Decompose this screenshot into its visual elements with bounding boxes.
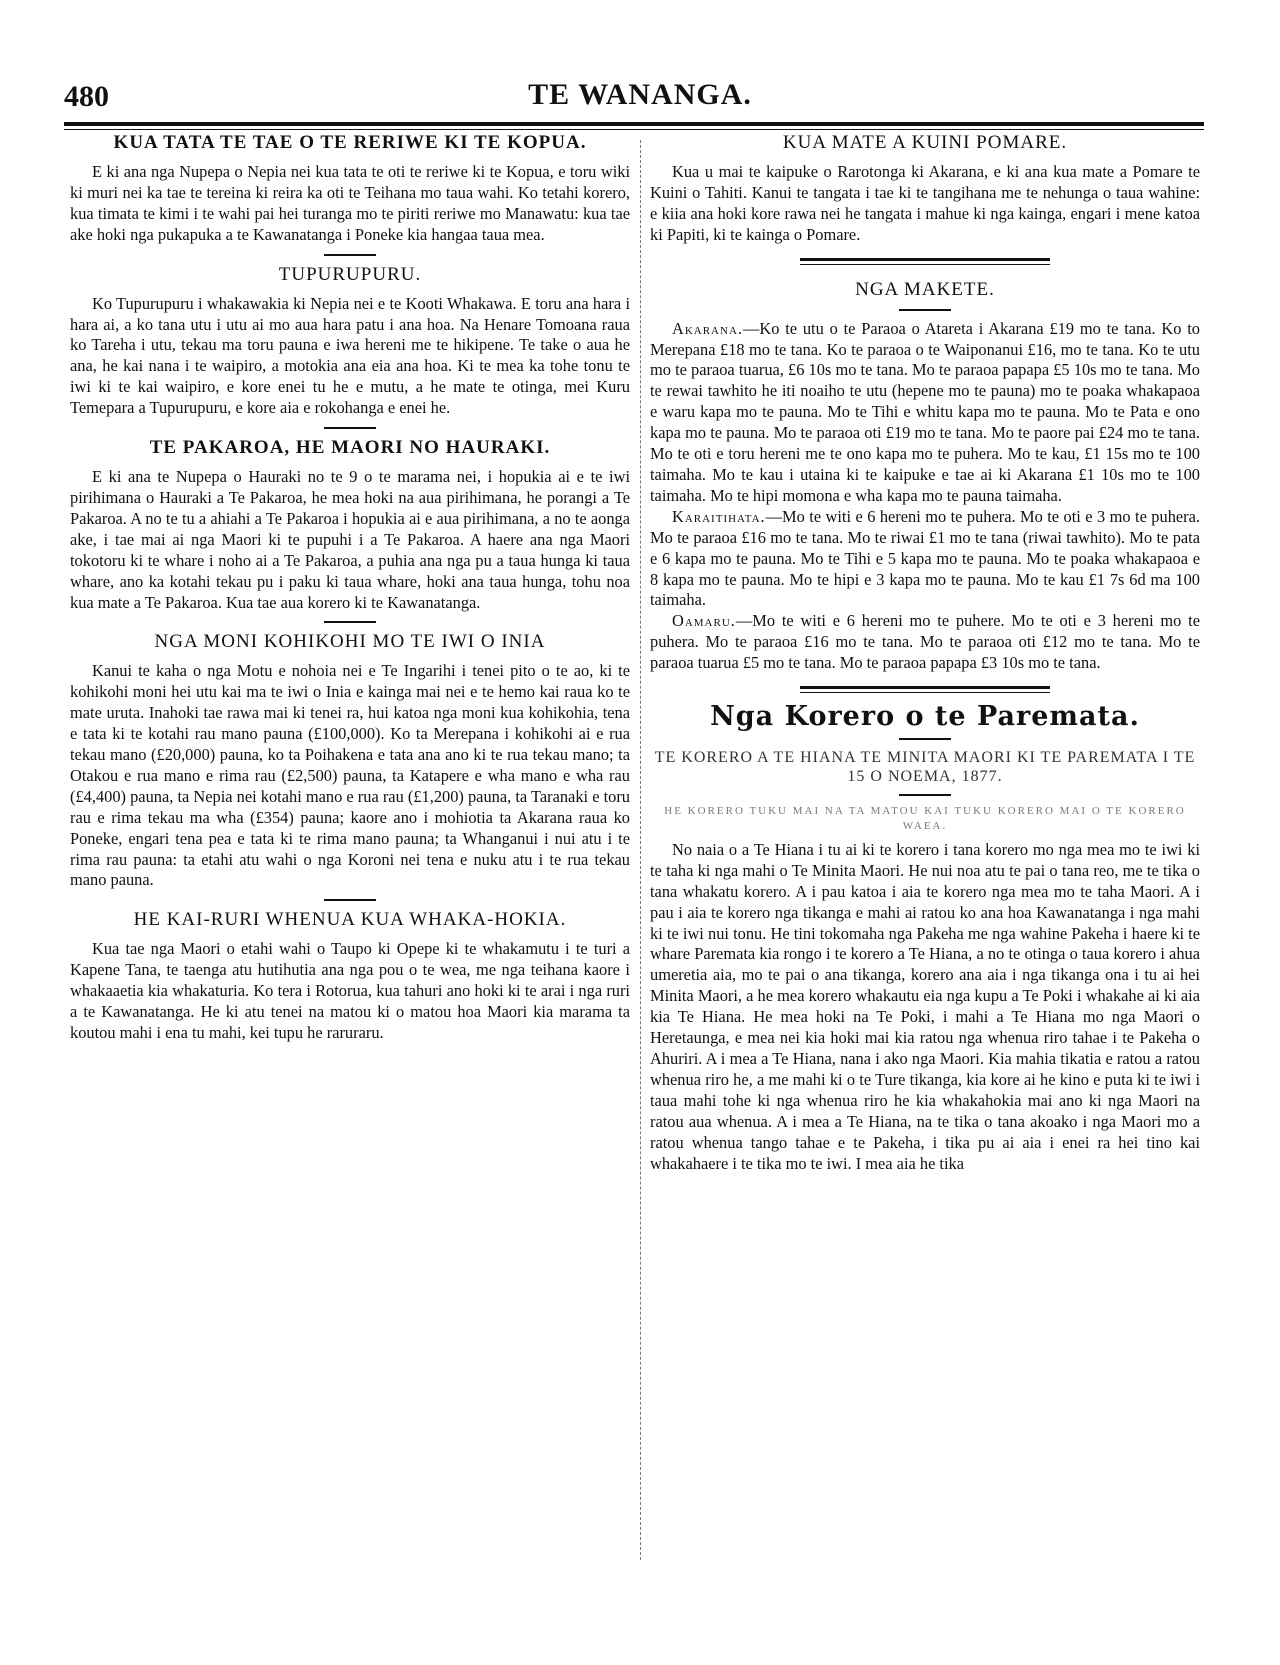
article-body: No naia o a Te Hiana i tu ai ki te korero i tana korero mo nga mea mo te iwi ki te taha ki nga mahi o Te Minita Maori. He nui noa atu te pai o tana reo, me te tika o tana whakatu korero. A i pau katoa i aia te korero nga mea mo te taha Maori. A i pau i aia te korero nga tikanga e mahi ai ratou ko ana hoa Kawanatanga i nga mahi ki te iwi nui tonu. He tini tokomaha nga Pakeha me nga wahine Pakeha i haere ki te whare Paremata kia rongo i te korero a Te Hiana, a no te otinga o taua korero i ahua umeretia aia, mo te pai o ana tikanga, korero ana aia i nga tikanga ona i tu ai hei Minita Maori, a he mea korero whakautu eia nga kupu a Te Poki i whakahe ai ki aia kia Te Hiana. He mea hoki na Te Poki, i mahi a Te Hiana mo nga Maori o Heretaunga, e mea nei kia hoki mai kia ratou nga whenua riro tahae i te Pakeha o Ahuriri. A i mea a Te Hiana, nana i ako nga Maori. Kia mahia tikatia e ratou a ratou whenua riro he, a me mahi ki o te Ture tikanga, kia kore ai he kino e puta ki te iwi i taua mahi tohe ki nga whenua riro he kia whakahokia mai ano ki nga Maori na ratou aua whenua. A i mea a Te Hiana, na te tika o tana akoako i nga Maori mo a ratou whenua tango tahae e te Pakeha, i tika pu ai aia i enei ra hei tino kai whakahaere i te tika mo te iwi. I mea aia he tika [650, 839, 1200, 1173]
market-place: Karaitihata. [672, 506, 766, 526]
article-body: E ki ana te Nupepa o Hauraki no te 9 o te marama nei, i hopukia ai e te iwi pirihimana o Hauraki a Te Pakaroa, he mea hoki na aua pirihimana, he porangi a Te Pakaroa. A no te tu a ahiahi a Te Pakaroa i hopukia ai e aua pirihimana, a no te aonga ake, i tae mai ai nga Maori ki te pupuhi i a Te Pakaroa. A haere ana nga Maori tokotoru ki te whare i noho ai a Te Pakaroa, a puhia ana nga pu a taua hunga ki taua whare, ano ka kotahi tekau pu i paku ki taua whare, hoki ana taua hunga, tohu noa kua mate a Te Pakaroa. Kua tae aua korero ki te Kawanatanga. [70, 467, 630, 612]
header-rule-thin [64, 129, 1204, 130]
article-paremata [650, 701, 1200, 1174]
market-entry-akarana [650, 319, 1200, 507]
market-text: —Ko te utu o te Paraoa o Atareta i Akarana £19 mo te tana. Ko to Merepana £18 mo te tana. Ko te paraoa o te Waiponanui £16, mo te tana. Ko te utu mo te paraoa tuarua, £6 10s mo te tana. Mo te paraoa papapa £5 10s mo te tana. Mo te rewai tawhito he iti noaiho te utu (hepene mo te pauna) mo te poaka whakapaoa e waru kapa mo te pauna. Mo te Tihi e whitu kapa mo te pauna. Mo te Pata e ono kapa mo te pauna. Mo te paraoa oti £19 mo te tana. Mo te paore pai £24 mo te tana. Mo te oti e toru hereni me te ono kapa mo te puhera. Mo te kau, £1 15s mo te 100 taimaha. Mo te kau i utaina ki te kaipuke e tae ai ki Akarana £1 10s mo te 100 taimaha. Mo te hipi momona e wha kapa mo te pauna taimaha. [650, 318, 1200, 505]
article-separator [324, 254, 376, 256]
article-subheading: TE KORERO A TE HIANA TE MINITA MAORI KI TE PAREMATA I TE 15 O NOEMA, 1877. [654, 748, 1196, 785]
market-entry-karaitihata [650, 507, 1200, 612]
newspaper-masthead: TE WANANGA. [528, 78, 752, 111]
telegraph-note: HE KORERO TUKU MAI NA TA MATOU KAI TUKU KORERO MAI O TE KORERO WAEA. [664, 804, 1186, 832]
article-heading: NGA MONI KOHIKOHI MO TE IWI O INIA [154, 631, 546, 653]
double-rule [800, 686, 1050, 693]
article-tupurupuru [70, 264, 630, 419]
market-text: —Mo te witi e 6 hereni mo te puhere. Mo te oti e 3 hereni mo te puhera. Mo te paraoa £16 mo te tana. Mo te paraoa oti £12 mo te tana. Mo te paraoa tuarua £5 mo te tana. Mo te paraoa papapa £3 10s mo te tana. [650, 611, 1200, 673]
article-body: Kua tae nga Maori o etahi wahi o Taupo ki Opepe ki te whakamutu i te turi a Kapene Tana, te taenga atu hutihutia ana nga pou o te wea, me nga teihana kaore i whakaaetia kia whakaturia. Ko tera i Rotorua, kua tahuri ano hoki ki te arai i nga ruri a te Kawanatanga. He ki atu tenei na matou ki o matou hoa Maori kia marama ta koutou mahi i ena tu mahi, kei tupu he raruraru. [70, 939, 630, 1042]
article-body: E ki ana nga Nupepa o Nepia nei kua tata te oti te reriwe ki te Kopua, e toru wiki ki muri nei ka tae te tereina ki reira ka oti te Teihana mo taua wahi. Ko tetahi korero, kua timata te kimi i te wahi pai hei turanga mo te piriti reriwe mo Manawatu: kua tae ake hoki nga pukapuka a te Kawanatanga i Poneke kia hangaa taua mea. [70, 162, 630, 244]
article-kai-ruri [70, 909, 630, 1044]
market-entry-oamaru [650, 611, 1200, 674]
article-heading: TUPURUPURU. [278, 263, 422, 285]
article-pomare [650, 132, 1200, 246]
article-reriwe [70, 132, 630, 246]
article-pakaroa [70, 437, 630, 613]
article-heading: TE PAKAROA, HE MAORI NO HAURAKI. [149, 437, 551, 459]
article-heading: KUA MATE A KUINI POMARE. [782, 132, 1068, 153]
article-body: Kua u mai te kaipuke o Rarotonga ki Akarana, e ki ana kua mate a Pomare te Kuini o Tahiti. Kanui te tangata i tae ki te tangihana me te nehunga o taua wahine: e kiia ana hoki kore rawa nei he tangata i mahue ki nga kainga, engari i mene katoa ki Papiti, ki te kainga o Pomare. [650, 162, 1200, 244]
page-number: 480 [64, 80, 109, 113]
market-place: Oamaru. [672, 611, 736, 631]
column-divider [640, 140, 641, 1560]
article-separator [899, 794, 951, 796]
article-body: Ko Tupurupuru i whakawakia ki Nepia nei e te Kooti Whakawa. E toru ana hara i hara ai, a ko tana utu i utu ai mo aua hara patu i ana hoa. Na Henare Tomoana raua ko Tareha i utu, tekau ma toru pauna e iwa hereni me te hikipene. Te take o aua he ana, he kai nana i te waipiro, a motokia ana eia ana hoa. Ki te mea ka tohe tonu te iwi ki te kai waipiro, e kore enei tu he e mutu, a he mate te otinga, mei Kuru Temepara a Tupurupuru, e kore aia e rokohanga e enei he. [70, 293, 630, 418]
article-body: Kanui te kaha o nga Motu e nohoia nei e Te Ingarihi i tenei pito o te ao, ki te kohikohi moni hei utu kai ma te iwi o Inia e kainga mai nei e te hemo kai raua ko te mate uruta. Inahoki tae rawa mai ki tenei ra, hui katoa nga moni kua kohikohia, tena e tata ki te kotahi rau mano pauna (£100,000). Ko ta Merepana i kohikohi ai e rua tekau mano (£20,000) pauna, ko ta Poihakena e tata ana ano ki te rua tekau mano; ta Otakou e rua mano e rima rau (£2,500) pauna, ta Katapere e wha mano e wha rau (£4,400) pauna, ta Nepia nei kotahi mano e rua rau (£1,200) pauna, ta Taranaki e toru rau e rima tekau ma wha (£354) pauna; kaore ano i mohiotia ta Akarana raua ko Poneke, engari tena pea e tata ki te rima mano pauna; ta Whanganui i nui atu i te rima rau pauna: ta etahi atu wahi o nga Koroni nei tena e nuku atu i te rua tekau mano pauna. [70, 661, 630, 890]
article-separator [899, 309, 951, 311]
article-separator [324, 621, 376, 623]
article-makete [650, 279, 1200, 674]
double-rule [800, 258, 1050, 265]
section-title: Nga Korero o te Paremata. [710, 701, 1140, 733]
left-column [70, 132, 630, 1044]
article-separator [899, 738, 951, 740]
article-separator [324, 427, 376, 429]
article-heading: HE KAI-RURI WHENUA KUA WHAKA-HOKIA. [133, 909, 567, 931]
right-column [650, 132, 1200, 1174]
article-separator [324, 899, 376, 901]
article-heading: KUA TATA TE TAE O TE RERIWE KI TE KOPUA. [113, 132, 587, 153]
article-heading: NGA MAKETE. [855, 278, 995, 300]
market-place: Akarana. [672, 318, 743, 338]
market-text: —Mo te witi e 6 hereni mo te puhera. Mo te oti e 3 mo te puhera. Mo te paraoa £16 mo te tana. Mo te riwai £1 mo te tana (riwai tawhito). Mo te pata e 6 kapa mo te pauna. Mo te Tihi e 5 kapa mo te pauna. Mo te poaka whakapaoa e 8 kapa mo te pauna. Mo te hipi e 3 kapa mo te pauna. Mo te kau £1 7s 6d ma 100 taimaha. [650, 506, 1200, 610]
article-inia [70, 631, 630, 891]
header-rule [64, 122, 1204, 126]
